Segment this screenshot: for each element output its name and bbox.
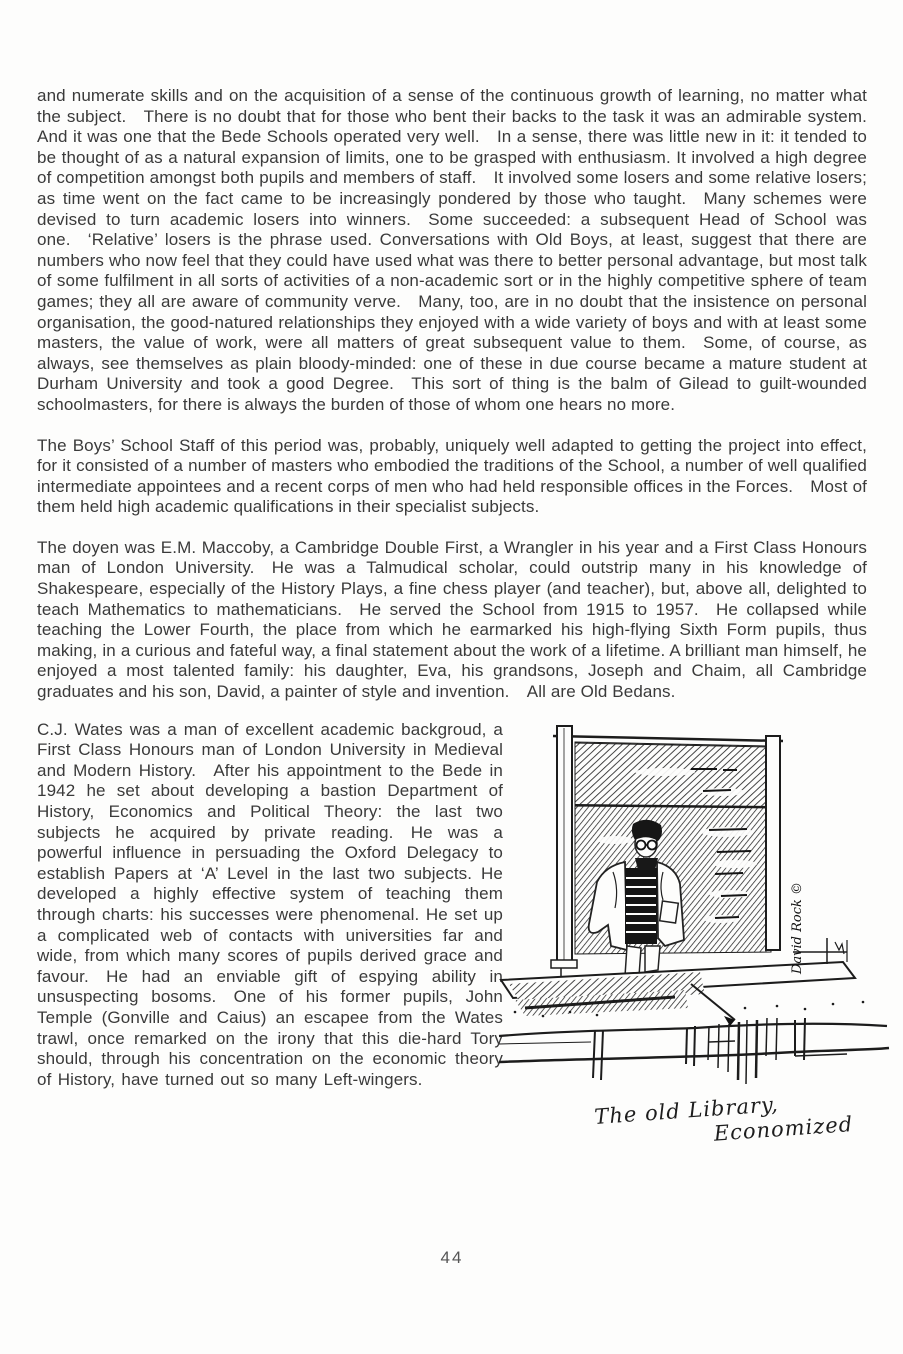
caption-line-2: Economized bbox=[713, 1111, 854, 1146]
paragraph-boys-school-staff: The Boys’ School Staff of this period was, probably, uniquely well adapted to getting the project into effect, for it consisted of a number of masters who embodied the traditions of the School, a number of well qualified intermediate appointees and a recent corps of men who had held responsible offices in the Forces. Most of them held high academic qualifications in their specialist subjects. bbox=[37, 435, 867, 517]
paragraph-wates: C.J. Wates was a man of excellent academic backgroud, a First Class Honours man of London University in Medieval and Modern History. After his appointment to the Bede in 1942 he set about developing a bastion Department of History, Economics and Political Theory: the last two subjects he acquired by private reading. He was a powerful influence in persuading the Oxford Delegacy to establish Papers at ‘A’ Level in the last two subjects. He developed a highly effective system of teaching them through charts: his successes were phenomenal. He set up a complicated web of contacts with universities far and wide, from which many scores of pupils derived grace and favour. He had an enviable gift of espying ability in unsuspecting bosoms. One of his former pupils, John Temple (Gonville and Caius) an escapee from the Wates trawl, once remarked on the irony that this die-hard Tory should, through his concentration on the economic theory of History, have turned out so many Left-wingers. bbox=[37, 719, 503, 1089]
library-illustration bbox=[495, 712, 895, 1177]
illustration-caption bbox=[594, 1087, 854, 1154]
artist-signature: David Rock © bbox=[790, 881, 805, 974]
page-number: 44 bbox=[440, 1247, 464, 1267]
paragraph-continuation: and numerate skills and on the acquisition of a sense of the continuous growth of learning, no matter what the subject. There is no doubt that for those who bent their backs to the task it was an admirable system. And it was one that the Bede Schools operated very well. In a sense, there was little new in it: it tended to be thought of as a natural expansion of limits, one to be grasped with enthusiasm. It involved a high degree of competition amongst both pupils and members of staff. It involved some losers and some relative losers; as time went on the fact came to be increasingly pondered by those who taught. Many schemes were devised to turn academic losers into winners. Some succeeded: a subsequent Head of School was one. ‘Relative’ losers is the phrase used. Conversations with Old Boys, at least, suggest that there are numbers who now feel that they could have used what was there to better personal advantage, but most talk of some fulfilment in all sorts of activities of a non-academic sort or in the highly competitive sphere of team games; they all are aware of community verve. Many, too, are in no doubt that the insistence on personal organisation, the good-natured relationships they enjoyed with a wide variety of boys and with at least some masters, the value of work, were all matters of great subsequent value to them. Some, of course, as always, see themselves as plain bloody-minded: one of these in due course became a mature student at Durham University and took a good Degree. This sort of thing is the balm of Gilead to guilt-wounded schoolmasters, for there is always the burden of those of whom one hears no more. bbox=[37, 86, 867, 414]
caption-line-1: The old Library, bbox=[593, 1091, 780, 1129]
library-sketch-drawing bbox=[495, 712, 895, 1092]
two-column-section bbox=[37, 720, 867, 1192]
paragraph-maccoby: The doyen was E.M. Maccoby, a Cambridge Double First, a Wrangler in his year and a First Class Honours man of London University. He was a Talmudical scholar, could outstrip many in his knowledge of Shakespeare, especially of the History Plays, a fine chess player (and teacher), but, above all, delighted to teach Mathematics to mathematicians. He served the School from 1915 to 1957. He collapsed while teaching the Lower Fourth, the place from which he earmarked his high-flying Sixth Form pupils, thus making, in a curious and fateful way, a final statement about the work of a lifetime. A brilliant man himself, he enjoyed a most talented family: his daughter, Eva, his grandsons, Joseph and Chaim, all Cambridge graduates and his son, David, a painter of style and invention. All are Old Bedans. bbox=[37, 537, 867, 702]
